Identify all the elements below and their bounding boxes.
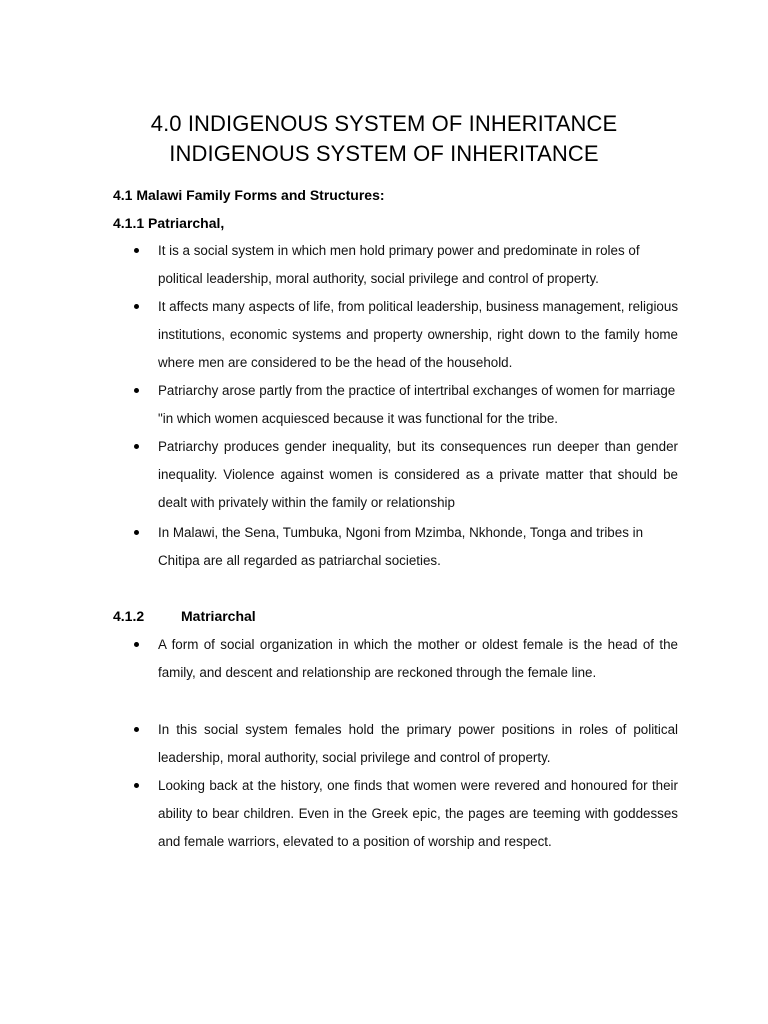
document-subtitle: INDIGENOUS SYSTEM OF INHERITANCE [169,141,599,166]
list-item [158,433,678,517]
list-item [158,377,678,433]
section-number: 4.1.2 [113,608,145,624]
list-item-text: Patriarchy arose partly from the practice of intertribal exchanges of women for marriage "in which women acquiesced because it was functional for the tribe. [158,383,676,426]
bullet-icon [134,783,139,788]
list-item-text: In Malawi, the Sena, Tumbuka, Ngoni from Mzimba, Nkhonde, Tonga and tribes in Chitipa are all regarded as patriarchal societies. [158,525,644,568]
list-item-text: It is a social system in which men hold primary power and predominate in roles of political leadership, moral authority, social privilege and control of property. [158,243,640,286]
list-item [158,237,678,293]
bullet-icon [134,727,139,732]
bullet-icon [134,642,139,647]
section-heading-4-1-2 [113,608,256,624]
section-heading-4-1-1: 4.1.1 Patriarchal, [113,215,225,231]
bullet-icon [134,444,139,449]
list-item [158,772,678,856]
list-item-text: A form of social organization in which the mother or oldest female is the head of the family, and descent and relationship are reckoned through the female line. [158,637,678,680]
section-heading-4-1: 4.1 Malawi Family Forms and Structures: [113,187,385,203]
document-title: 4.0 INDIGENOUS SYSTEM OF INHERITANCE [150,111,618,136]
list-item [158,631,678,687]
section-title: Matriarchal [181,608,256,624]
list-item-text: Patriarchy produces gender inequality, but its consequences run deeper than gender inequality. Violence against women is considered as a private matter that should be dealt with privately within the family or relationship [158,439,678,510]
list-item [158,293,678,377]
list-item-text: It affects many aspects of life, from political leadership, business management, religious institutions, economic systems and property ownership, right down to the family home where men are considered to be the head of the household. [158,299,679,370]
list-item-text: In this social system females hold the primary power positions in roles of political leadership, moral authority, social privilege and control of property. [158,722,678,765]
bullet-icon [134,388,139,393]
list-item [158,716,678,772]
bullet-icon [134,248,139,253]
list-item [158,519,678,575]
bullet-icon [134,304,139,309]
bullet-icon [134,530,139,535]
list-item-text: Looking back at the history, one finds that women were revered and honoured for their ability to bear children. Even in the Greek epic, the pages are teeming with goddesses and female warriors, elevated to a position of worship and respect. [158,778,678,849]
